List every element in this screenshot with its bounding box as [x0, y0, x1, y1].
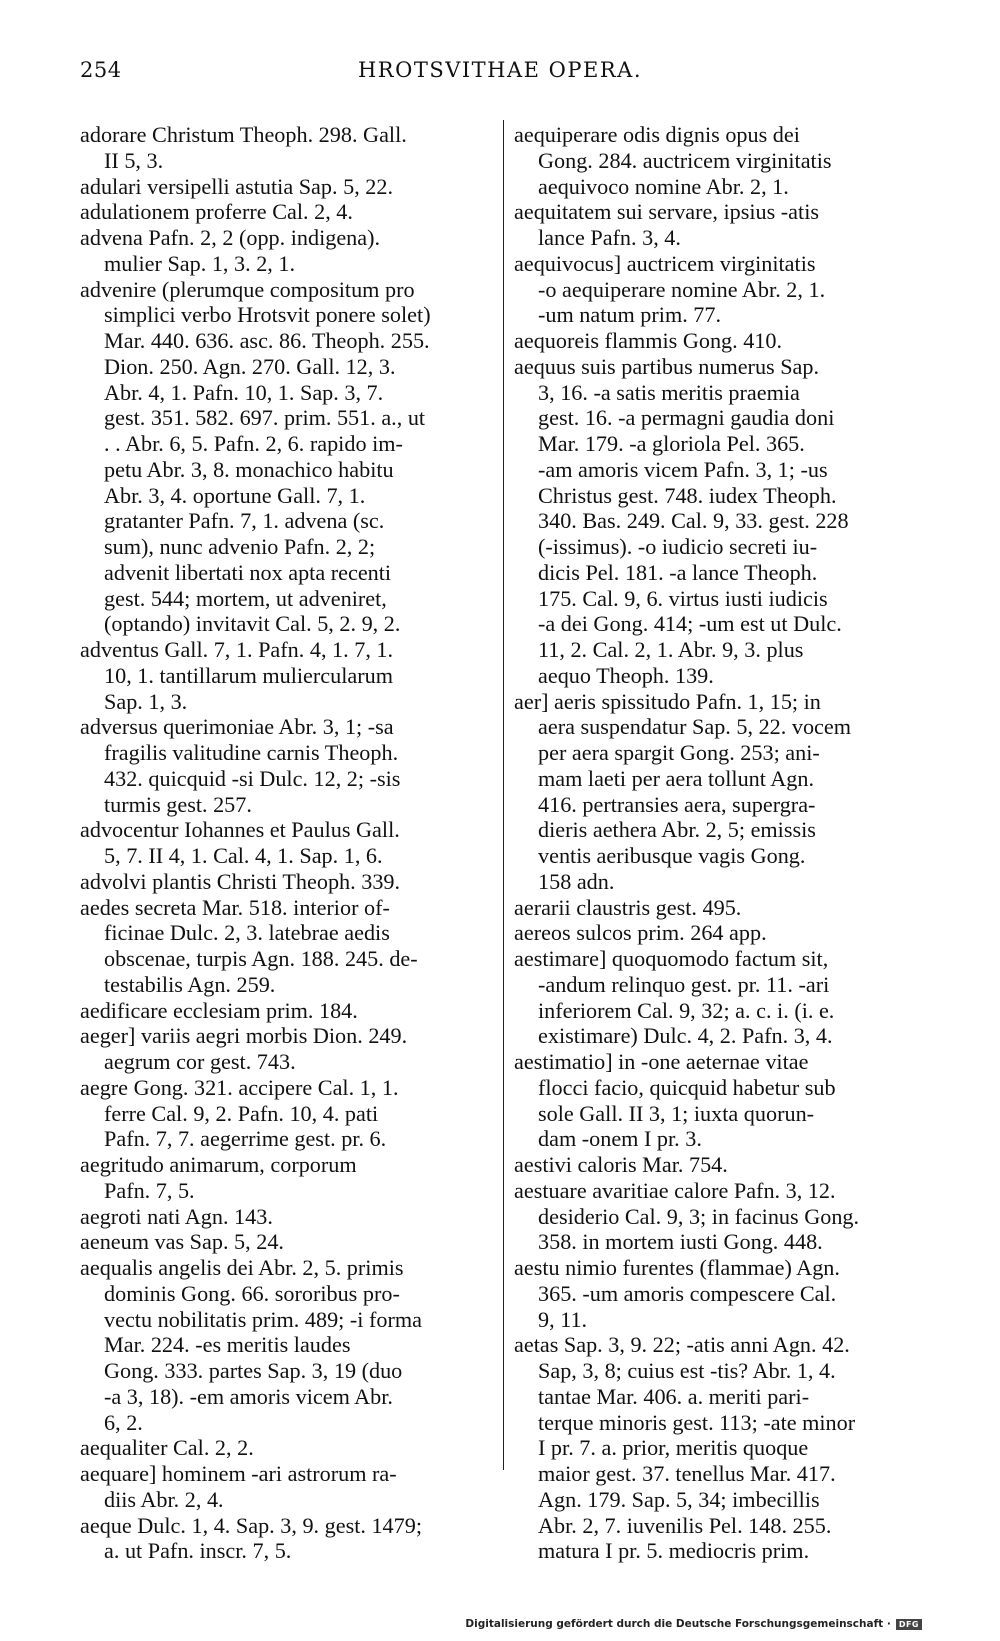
entry-line: 340. Bas. 249. Cal. 9, 33. gest. 228	[538, 508, 849, 534]
entry-line: 9, 11.	[538, 1306, 588, 1332]
entry-line: Pafn. 7, 7. aegerrime gest. pr. 6.	[104, 1126, 387, 1152]
entry-line: flocci facio, quicquid habetur sub	[538, 1074, 836, 1100]
entry-line: aequare] hominem -ari astrorum ra-	[80, 1461, 397, 1486]
entry-line: advenire (plerumque compositum pro	[80, 276, 415, 302]
entry-line: aequalis angelis dei Abr. 2, 5. primis	[80, 1255, 404, 1280]
entry-line: adulari versipelli astutia Sap. 5, 22.	[80, 173, 394, 199]
entry-line: ventis aeribusque vagis Gong.	[538, 843, 806, 868]
entry-line: fragilis valitudine carnis Theoph.	[104, 740, 399, 765]
entry-line: mulier Sap. 1, 3. 2, 1.	[104, 250, 296, 276]
entry-line: sum), nunc advenio Pafn. 2, 2;	[104, 534, 376, 559]
entry-line: -a 3, 18). -em amoris vicem Abr.	[104, 1383, 393, 1409]
entry-line: adventus Gall. 7, 1. Pafn. 4, 1. 7, 1.	[80, 637, 394, 662]
entry-line: 3, 16. -a satis meritis praemia	[538, 379, 800, 405]
entry-line: aestimatio] in -one aeternae vitae	[514, 1049, 809, 1074]
entry-line: Abr. 2, 7. iuvenilis Pel. 148. 255.	[538, 1512, 832, 1538]
entry-line: advenit libertati nox apta recenti	[104, 559, 392, 585]
entry-line: adorare Christum Theoph. 298. Gall.	[80, 122, 407, 147]
entry-line: Mar. 179. -a gloriola Pel. 365.	[538, 431, 805, 456]
entry-line: aedes secreta Mar. 518. interior of-	[80, 894, 390, 920]
entry-line: existimare) Dulc. 4, 2. Pafn. 3, 4.	[538, 1023, 833, 1049]
page-header	[80, 58, 920, 88]
column-divider	[503, 120, 504, 1470]
entry-line: aetas Sap. 3, 9. 22; -atis anni Agn. 42.	[514, 1332, 850, 1358]
entry-line: testabilis Agn. 259.	[104, 971, 276, 997]
entry-line: (optando) invitavit Cal. 5, 2. 9, 2.	[104, 611, 401, 637]
entry-line: aedificare ecclesiam prim. 184.	[80, 997, 358, 1023]
entry-line: dicis Pel. 181. -a lance Theoph.	[538, 559, 818, 585]
entry-line: petu Abr. 3, 8. monachico habitu	[104, 456, 394, 482]
entry-line: Christus gest. 748. iudex Theoph.	[538, 482, 837, 508]
entry-line: -o aequiperare nomine Abr. 2, 1.	[538, 276, 826, 302]
entry-line: 365. -um amoris compescere Cal.	[538, 1280, 837, 1306]
entry-line: diis Abr. 2, 4.	[104, 1486, 224, 1512]
entry-line: gest. 544; mortem, ut adveniret,	[104, 585, 387, 611]
entry-line: Agn. 179. Sap. 5, 34; imbecillis	[538, 1486, 820, 1512]
entry-line: aequus suis partibus numerus Sap.	[514, 353, 820, 379]
entry-line: 175. Cal. 9, 6. virtus iusti iudicis	[538, 585, 828, 611]
entry-line: 5, 7. II 4, 1. Cal. 4, 1. Sap. 1, 6.	[104, 843, 383, 868]
entry-line: vectu nobilitatis prim. 489; -i forma	[104, 1306, 422, 1332]
entry-line: Abr. 4, 1. Pafn. 10, 1. Sap. 3, 7.	[104, 379, 384, 405]
entry-line: aequivoco nomine Abr. 2, 1.	[538, 173, 789, 199]
entry-line: 10, 1. tantillarum muliercularum	[104, 662, 393, 688]
entry-line: aestivi caloris Mar. 754.	[514, 1152, 728, 1177]
entry-line: aequoreis flammis Gong. 410.	[514, 328, 783, 353]
entry-line: ferre Cal. 9, 2. Pafn. 10, 4. pati	[104, 1100, 379, 1126]
right-column	[514, 122, 932, 1564]
entry-line: Gong. 284. auctricem virginitatis	[538, 147, 832, 173]
entry-line: dam -onem I pr. 3.	[538, 1126, 702, 1152]
entry-line: 432. quicquid -si Dulc. 12, 2; -sis	[104, 765, 401, 791]
entry-line: aequaliter Cal. 2, 2.	[80, 1435, 254, 1461]
footer-credit	[465, 1618, 922, 1630]
entry-line: ficinae Dulc. 2, 3. latebrae aedis	[104, 920, 390, 946]
entry-line: aer] aeris spissitudo Pafn. 1, 15; in	[514, 688, 821, 714]
entry-line: obscenae, turpis Agn. 188. 245. de-	[104, 946, 418, 971]
entry-line: Sap. 1, 3.	[104, 688, 188, 714]
entry-line: 11, 2. Cal. 2, 1. Abr. 9, 3. plus	[538, 637, 804, 662]
footer-text: Digitalisierung gefördert durch die Deutsche Forschungsgemeinschaft ·	[465, 1618, 891, 1630]
entry-line: aeneum vas Sap. 5, 24.	[80, 1229, 284, 1255]
entry-line: Sap, 3, 8; cuius est -tis? Abr. 1, 4.	[538, 1358, 836, 1383]
entry-line: -um natum prim. 77.	[538, 302, 722, 328]
entry-line: Abr. 3, 4. oportune Gall. 7, 1.	[104, 482, 366, 508]
entry-line: -andum relinquo gest. pr. 11. -ari	[538, 971, 830, 997]
entry-line: dieris aethera Abr. 2, 5; emissis	[538, 817, 816, 843]
entry-line: Pafn. 7, 5.	[104, 1177, 195, 1203]
entry-line: aequo Theoph. 139.	[538, 662, 714, 688]
entry-line: tantae Mar. 406. a. meriti pari-	[538, 1383, 810, 1409]
entry-line: turmis gest. 257.	[104, 791, 252, 817]
entry-line: aegrum cor gest. 743.	[104, 1049, 296, 1074]
page-number: 254	[80, 58, 122, 82]
entry-line: matura I pr. 5. mediocris prim.	[538, 1538, 810, 1564]
entry-line: aereos sulcos prim. 264 app.	[514, 920, 767, 946]
entry-line: per aera spargit Gong. 253; ani-	[538, 740, 820, 765]
entry-line: aequiperare odis dignis opus dei	[514, 122, 800, 147]
entry-line: maior gest. 37. tenellus Mar. 417.	[538, 1461, 836, 1486]
entry-line: 6, 2.	[104, 1409, 143, 1435]
entry-line: gest. 351. 582. 697. prim. 551. a., ut	[104, 405, 426, 431]
entry-line: aestu nimio furentes (flammae) Agn.	[514, 1255, 840, 1280]
entry-line: gest. 16. -a permagni gaudia doni	[538, 405, 835, 431]
entry-line: aestimare] quoquomodo factum sit,	[514, 946, 829, 971]
entry-line: I pr. 7. a. prior, meritis quoque	[538, 1435, 809, 1461]
entry-line: aegre Gong. 321. accipere Cal. 1, 1.	[80, 1074, 399, 1100]
entry-line: aera suspendatur Sap. 5, 22. vocem	[538, 714, 851, 740]
entry-line: Mar. 224. -es meritis laudes	[104, 1332, 351, 1358]
entry-line: advolvi plantis Christi Theoph. 339.	[80, 868, 401, 894]
entry-line: lance Pafn. 3, 4.	[538, 225, 681, 250]
entry-line: II 5, 3.	[104, 147, 164, 173]
entry-line: advena Pafn. 2, 2 (opp. indigena).	[80, 225, 381, 250]
entry-line: 158 adn.	[538, 868, 615, 894]
entry-line: aegritudo animarum, corporum	[80, 1152, 357, 1177]
entry-line: 416. pertransies aera, supergra-	[538, 791, 816, 817]
entry-line: simplici verbo Hrotsvit ponere solet)	[104, 302, 431, 328]
left-column	[80, 122, 498, 1564]
entry-line: adulationem proferre Cal. 2, 4.	[80, 199, 353, 225]
entry-line: aegroti nati Agn. 143.	[80, 1203, 273, 1229]
entry-line: aequivocus] auctricem virginitatis	[514, 250, 816, 276]
entry-line: 358. in mortem iusti Gong. 448.	[538, 1229, 823, 1255]
entry-line: -a dei Gong. 414; -um est ut Dulc.	[538, 611, 842, 637]
entry-line: Gong. 333. partes Sap. 3, 19 (duo	[104, 1358, 403, 1383]
entry-line: dominis Gong. 66. sororibus pro-	[104, 1280, 400, 1306]
entry-line: sole Gall. II 3, 1; iuxta quorun-	[538, 1100, 815, 1126]
entry-line: advocentur Iohannes et Paulus Gall.	[80, 817, 400, 843]
entry-line: mam laeti per aera tollunt Agn.	[538, 765, 815, 791]
entry-line: Mar. 440. 636. asc. 86. Theoph. 255.	[104, 328, 430, 353]
entry-line: inferiorem Cal. 9, 32; a. c. i. (i. e.	[538, 997, 835, 1023]
entry-line: desiderio Cal. 9, 3; in facinus Gong.	[538, 1203, 860, 1229]
entry-line: Dion. 250. Agn. 270. Gall. 12, 3.	[104, 353, 396, 379]
entry-line: gratanter Pafn. 7, 1. advena (sc.	[104, 508, 385, 534]
entry-line: aeger] variis aegri morbis Dion. 249.	[80, 1023, 408, 1049]
entry-line: aeque Dulc. 1, 4. Sap. 3, 9. gest. 1479;	[80, 1512, 422, 1538]
entry-line: aerarii claustris gest. 495.	[514, 894, 742, 920]
entry-line: adversus querimoniae Abr. 3, 1; -sa	[80, 714, 394, 740]
entry-line: aestuare avaritiae calore Pafn. 3, 12.	[514, 1177, 836, 1203]
entry-line: a. ut Pafn. inscr. 7, 5.	[104, 1538, 292, 1564]
entry-line: -am amoris vicem Pafn. 3, 1; -us	[538, 456, 828, 482]
entry-line: . . Abr. 6, 5. Pafn. 2, 6. rapido im-	[104, 431, 403, 456]
running-title: HROTSVITHAE OPERA.	[357, 58, 642, 82]
dfg-logo: DFG	[896, 1619, 922, 1630]
entry-line: terque minoris gest. 113; -ate minor	[538, 1409, 856, 1435]
entry-line: aequitatem sui servare, ipsius -atis	[514, 199, 819, 225]
entry-line: (-issimus). -o iudicio secreti iu-	[538, 534, 818, 559]
